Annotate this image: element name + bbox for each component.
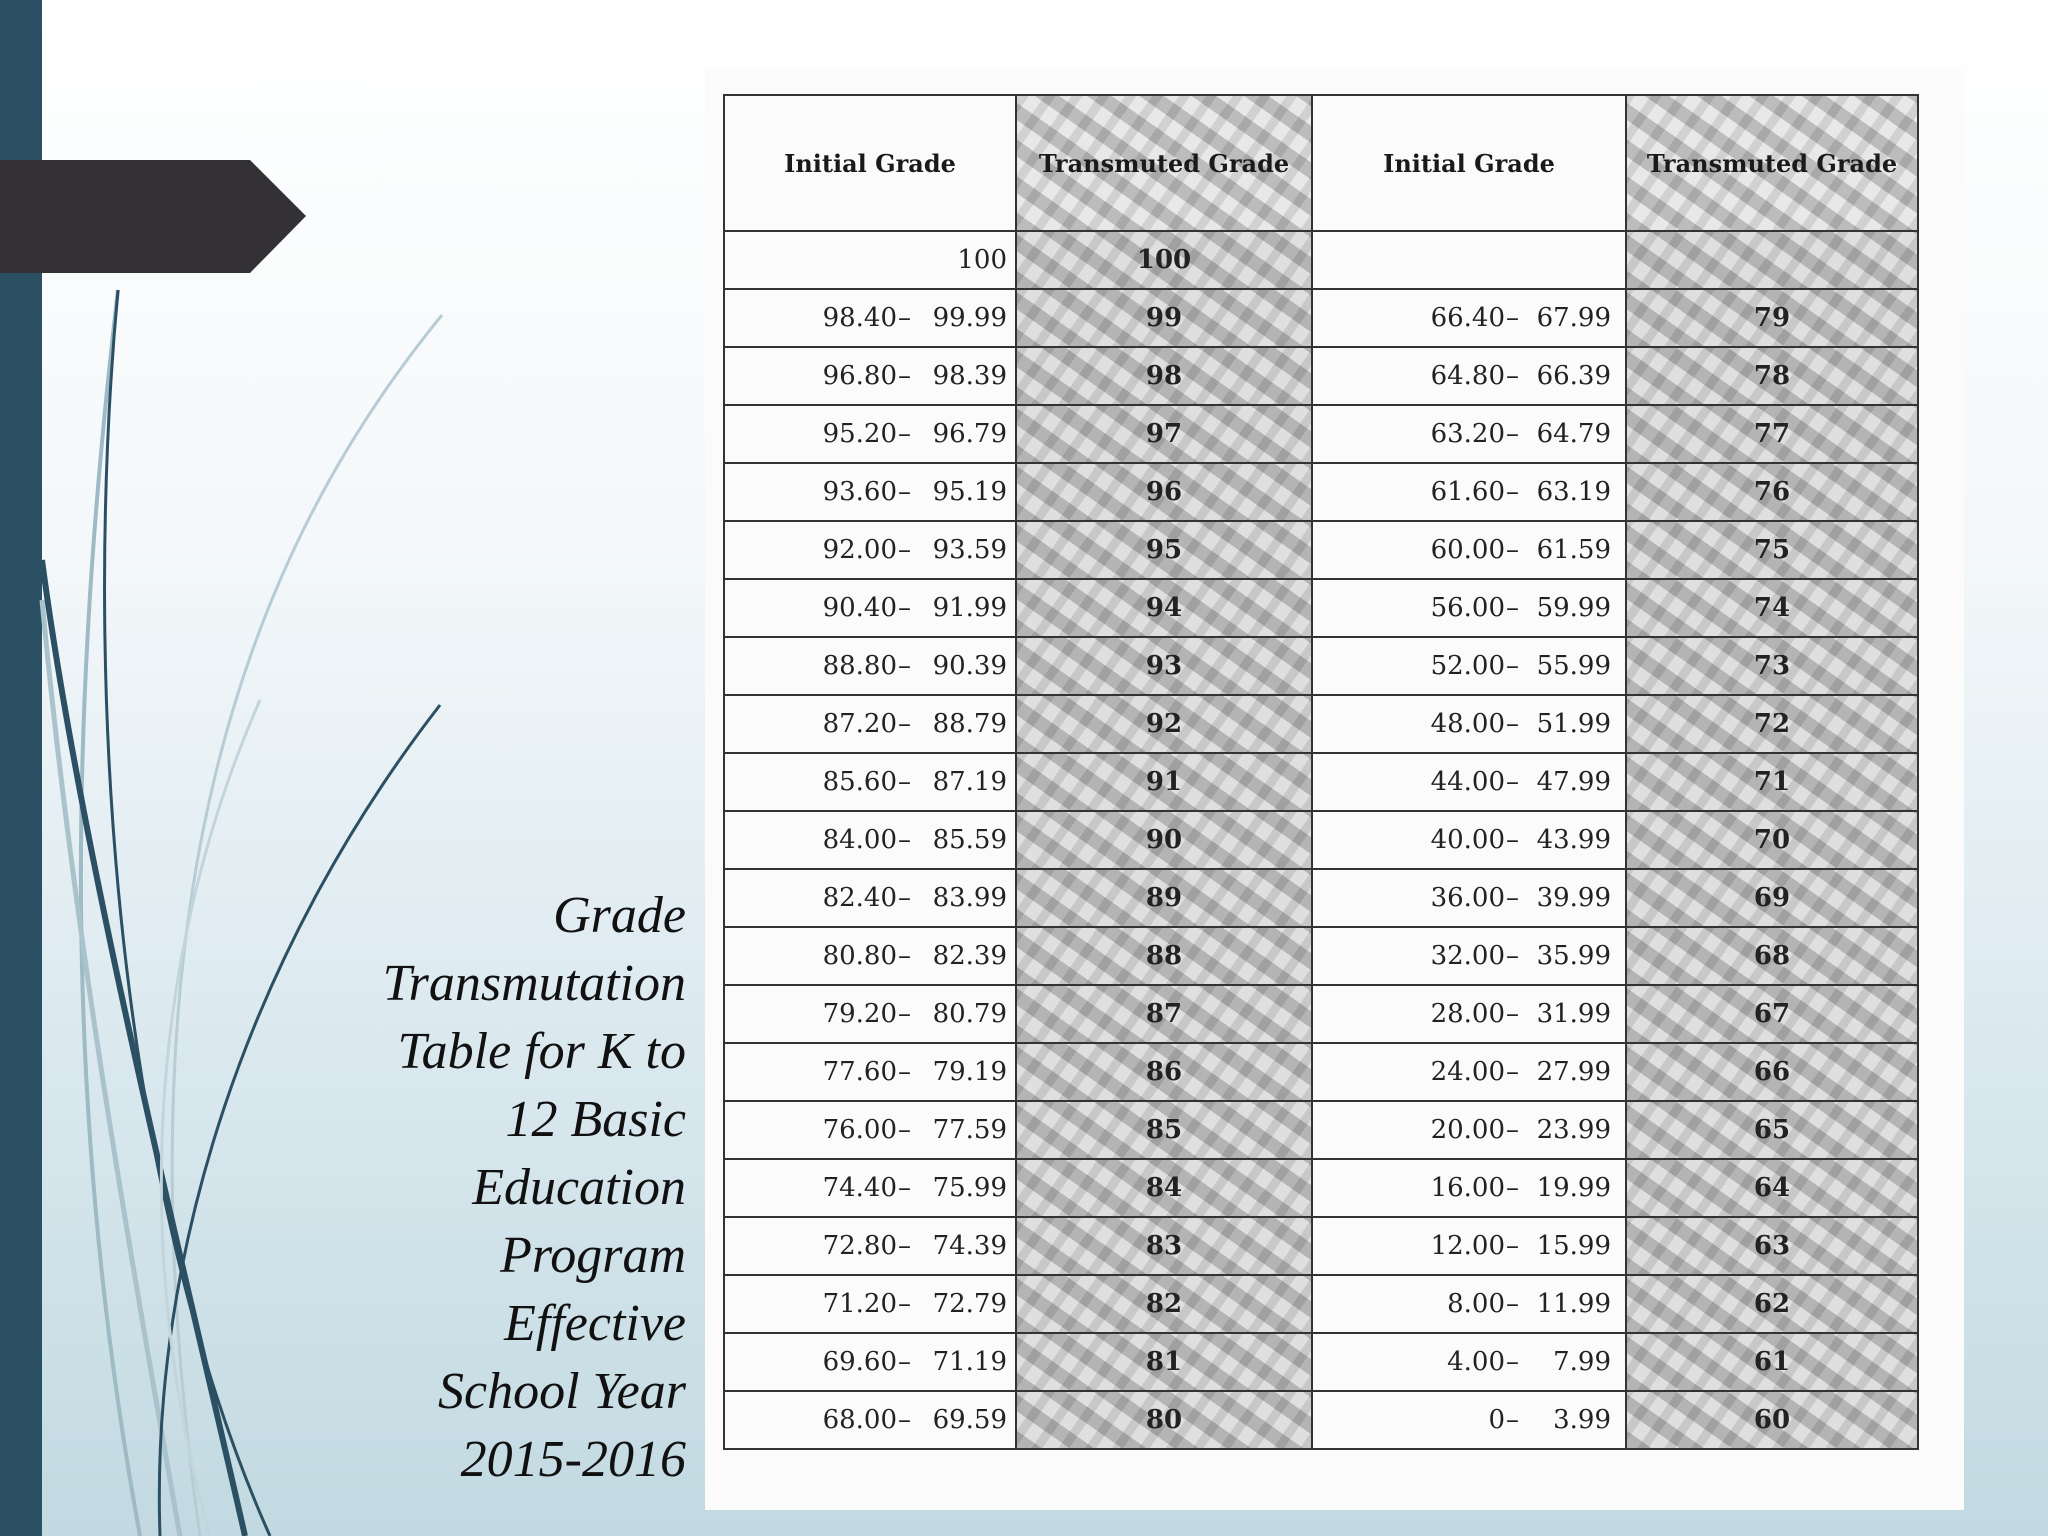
- title-line: 12 Basic: [505, 1091, 686, 1148]
- transmuted-grade-cell: 77: [1626, 405, 1918, 463]
- range-low-value: 12.00: [1430, 1231, 1505, 1261]
- initial-grade-range-cell: [1312, 753, 1626, 811]
- range-low-value: 76.00: [822, 1115, 897, 1145]
- transmuted-grade-cell: 75: [1626, 521, 1918, 579]
- transmuted-grade-cell: 80: [1016, 1391, 1312, 1449]
- transmuted-grade-cell: 100: [1016, 231, 1312, 289]
- range-low-value: 28.00: [1430, 999, 1505, 1029]
- transmuted-grade-cell: 89: [1016, 869, 1312, 927]
- range-low-value: 87.20: [822, 709, 897, 739]
- range-low-value: 8.00: [1447, 1289, 1505, 1319]
- table-row: [724, 1333, 1918, 1391]
- transmuted-grade-cell: 91: [1016, 753, 1312, 811]
- range-dash: –: [898, 1405, 911, 1435]
- transmuted-grade-cell: 85: [1016, 1101, 1312, 1159]
- range-dash: –: [1506, 709, 1519, 739]
- range-high-value: 77.59: [932, 1115, 1007, 1145]
- range-high-value: 15.99: [1536, 1231, 1611, 1261]
- range-low-value: 56.00: [1430, 593, 1505, 623]
- range-low-value: 96.80: [822, 361, 897, 391]
- initial-grade-range-cell: [724, 579, 1016, 637]
- table-row: [724, 753, 1918, 811]
- initial-grade-range-cell: [724, 1217, 1016, 1275]
- range-low-value: 52.00: [1430, 651, 1505, 681]
- table-row: [724, 811, 1918, 869]
- initial-grade-range-cell: [724, 1043, 1016, 1101]
- transmuted-grade-cell: 65: [1626, 1101, 1918, 1159]
- table-row: [724, 405, 1918, 463]
- initial-grade-range-cell: [724, 521, 1016, 579]
- range-low-value: 71.20: [822, 1289, 897, 1319]
- initial-grade-range-cell: [724, 869, 1016, 927]
- transmuted-grade-cell: 76: [1626, 463, 1918, 521]
- initial-grade-range-cell: [1312, 927, 1626, 985]
- transmuted-grade-cell: 60: [1626, 1391, 1918, 1449]
- initial-grade-range-cell: [724, 637, 1016, 695]
- range-high-value: 87.19: [932, 767, 1007, 797]
- range-high-value: 35.99: [1536, 941, 1611, 971]
- range-high-value: 79.19: [932, 1057, 1007, 1087]
- range-low-value: 44.00: [1430, 767, 1505, 797]
- transmuted-grade-cell: 88: [1016, 927, 1312, 985]
- transmuted-grade-cell: 69: [1626, 869, 1918, 927]
- initial-grade-range-cell: [1312, 985, 1626, 1043]
- range-high-value: 75.99: [932, 1173, 1007, 1203]
- range-low-value: 82.40: [822, 883, 897, 913]
- range-dash: –: [898, 767, 911, 797]
- transmuted-grade-cell: 78: [1626, 347, 1918, 405]
- transmuted-grade-cell: 62: [1626, 1275, 1918, 1333]
- transmuted-grade-cell: 93: [1016, 637, 1312, 695]
- range-dash: –: [1506, 1347, 1519, 1377]
- initial-grade-range-cell: [1312, 1217, 1626, 1275]
- initial-grade-range-cell: [1312, 1275, 1626, 1333]
- transmuted-grade-cell: 63: [1626, 1217, 1918, 1275]
- range-dash: –: [1506, 825, 1519, 855]
- table-row: [724, 985, 1918, 1043]
- initial-grade-range-cell: [724, 1391, 1016, 1449]
- initial-grade-value: 100: [957, 245, 1007, 275]
- range-high-value: 90.39: [932, 651, 1007, 681]
- range-dash: –: [1506, 419, 1519, 449]
- range-high-value: 74.39: [932, 1231, 1007, 1261]
- transmuted-grade-cell: 87: [1016, 985, 1312, 1043]
- initial-grade-cell-empty: [1312, 231, 1626, 289]
- range-low-value: 16.00: [1430, 1173, 1505, 1203]
- initial-grade-range-cell: [1312, 811, 1626, 869]
- range-dash: –: [898, 1289, 911, 1319]
- range-dash: –: [898, 651, 911, 681]
- transmuted-grade-cell: 96: [1016, 463, 1312, 521]
- transmuted-grade-cell: 84: [1016, 1159, 1312, 1217]
- initial-grade-range-cell: [724, 1275, 1016, 1333]
- title-line: School Year: [438, 1363, 686, 1420]
- title-line: Transmutation: [382, 955, 686, 1012]
- table-row: [724, 347, 1918, 405]
- range-low-value: 93.60: [822, 477, 897, 507]
- range-low-value: 0: [1488, 1405, 1505, 1435]
- range-dash: –: [1506, 1173, 1519, 1203]
- range-high-value: 63.19: [1536, 477, 1611, 507]
- range-high-value: 7.99: [1553, 1347, 1611, 1377]
- title-line: 2015-2016: [460, 1431, 686, 1488]
- range-high-value: 83.99: [932, 883, 1007, 913]
- initial-grade-range-cell: [1312, 1043, 1626, 1101]
- initial-grade-range-cell: [724, 405, 1016, 463]
- title-line: Program: [500, 1227, 686, 1284]
- range-high-value: 66.39: [1536, 361, 1611, 391]
- range-low-value: 40.00: [1430, 825, 1505, 855]
- title-line: Grade: [553, 887, 686, 944]
- range-low-value: 20.00: [1430, 1115, 1505, 1145]
- range-high-value: 31.99: [1536, 999, 1611, 1029]
- range-dash: –: [1506, 999, 1519, 1029]
- range-dash: –: [1506, 1405, 1519, 1435]
- table-row: [724, 869, 1918, 927]
- transmuted-grade-cell: 94: [1016, 579, 1312, 637]
- range-low-value: 69.60: [822, 1347, 897, 1377]
- range-low-value: 32.00: [1430, 941, 1505, 971]
- range-low-value: 92.00: [822, 535, 897, 565]
- table-row: [724, 521, 1918, 579]
- initial-grade-cell: [724, 231, 1016, 289]
- range-dash: –: [898, 1115, 911, 1145]
- table-row: [724, 927, 1918, 985]
- range-dash: –: [898, 361, 911, 391]
- transmuted-grade-cell: 81: [1016, 1333, 1312, 1391]
- transmuted-grade-cell: 79: [1626, 289, 1918, 347]
- range-high-value: 55.99: [1536, 651, 1611, 681]
- range-low-value: 4.00: [1447, 1347, 1505, 1377]
- initial-grade-range-cell: [724, 289, 1016, 347]
- transmuted-grade-cell: 98: [1016, 347, 1312, 405]
- range-high-value: 71.19: [932, 1347, 1007, 1377]
- transmuted-grade-cell-empty: [1626, 231, 1918, 289]
- range-low-value: 64.80: [1430, 361, 1505, 391]
- transmuted-grade-cell: 83: [1016, 1217, 1312, 1275]
- table-row: [724, 1159, 1918, 1217]
- table-row: [724, 1101, 1918, 1159]
- range-dash: –: [898, 477, 911, 507]
- initial-grade-range-cell: [1312, 637, 1626, 695]
- table-row: [724, 463, 1918, 521]
- range-dash: –: [1506, 941, 1519, 971]
- range-high-value: 64.79: [1536, 419, 1611, 449]
- transmuted-grade-cell: 67: [1626, 985, 1918, 1043]
- table-row: [724, 1217, 1918, 1275]
- range-low-value: 80.80: [822, 941, 897, 971]
- initial-grade-range-cell: [724, 347, 1016, 405]
- range-high-value: 91.99: [932, 593, 1007, 623]
- range-dash: –: [898, 535, 911, 565]
- table-row: [724, 289, 1918, 347]
- transmuted-grade-cell: 73: [1626, 637, 1918, 695]
- range-dash: –: [1506, 1231, 1519, 1261]
- range-dash: –: [1506, 1115, 1519, 1145]
- curve-light-4: [161, 700, 260, 1536]
- header-initial-grade: Initial Grade: [724, 95, 1016, 231]
- transmuted-grade-cell: 99: [1016, 289, 1312, 347]
- range-high-value: 88.79: [932, 709, 1007, 739]
- table-row: [724, 1275, 1918, 1333]
- range-low-value: 63.20: [1430, 419, 1505, 449]
- table-header-row: [724, 95, 1918, 231]
- range-high-value: 82.39: [932, 941, 1007, 971]
- range-low-value: 74.40: [822, 1173, 897, 1203]
- range-high-value: 96.79: [932, 419, 1007, 449]
- range-dash: –: [898, 1057, 911, 1087]
- range-high-value: 85.59: [932, 825, 1007, 855]
- initial-grade-range-cell: [1312, 289, 1626, 347]
- range-dash: –: [1506, 303, 1519, 333]
- range-dash: –: [1506, 767, 1519, 797]
- initial-grade-range-cell: [724, 927, 1016, 985]
- transmutation-table: [723, 94, 1919, 1450]
- range-high-value: 39.99: [1536, 883, 1611, 913]
- range-high-value: 19.99: [1536, 1173, 1611, 1203]
- table-row: [724, 695, 1918, 753]
- curve-light-1: [81, 290, 140, 1536]
- initial-grade-range-cell: [724, 695, 1016, 753]
- range-high-value: 80.79: [932, 999, 1007, 1029]
- range-dash: –: [1506, 361, 1519, 391]
- transmuted-grade-cell: 70: [1626, 811, 1918, 869]
- initial-grade-range-cell: [1312, 1101, 1626, 1159]
- range-high-value: 67.99: [1536, 303, 1611, 333]
- range-low-value: 48.00: [1430, 709, 1505, 739]
- table-row: [724, 231, 1918, 289]
- range-dash: –: [1506, 593, 1519, 623]
- range-low-value: 88.80: [822, 651, 897, 681]
- initial-grade-range-cell: [724, 1101, 1016, 1159]
- range-dash: –: [1506, 1289, 1519, 1319]
- transmuted-grade-cell: 92: [1016, 695, 1312, 753]
- title-line: Education: [472, 1159, 686, 1216]
- transmuted-grade-cell: 72: [1626, 695, 1918, 753]
- range-high-value: 11.99: [1536, 1289, 1611, 1319]
- initial-grade-range-cell: [1312, 695, 1626, 753]
- range-high-value: 27.99: [1536, 1057, 1611, 1087]
- range-low-value: 60.00: [1430, 535, 1505, 565]
- initial-grade-range-cell: [1312, 1159, 1626, 1217]
- transmuted-grade-cell: 68: [1626, 927, 1918, 985]
- initial-grade-range-cell: [1312, 521, 1626, 579]
- curve-dark-2: [105, 290, 270, 1536]
- range-dash: –: [898, 825, 911, 855]
- initial-grade-range-cell: [724, 1159, 1016, 1217]
- range-high-value: 95.19: [932, 477, 1007, 507]
- table-row: [724, 1043, 1918, 1101]
- initial-grade-range-cell: [724, 811, 1016, 869]
- range-dash: –: [1506, 477, 1519, 507]
- initial-grade-range-cell: [724, 753, 1016, 811]
- range-dash: –: [898, 1173, 911, 1203]
- range-dash: –: [1506, 651, 1519, 681]
- range-low-value: 77.60: [822, 1057, 897, 1087]
- transmuted-grade-cell: 82: [1016, 1275, 1312, 1333]
- range-low-value: 95.20: [822, 419, 897, 449]
- range-low-value: 79.20: [822, 999, 897, 1029]
- transmuted-grade-cell: 71: [1626, 753, 1918, 811]
- range-dash: –: [1506, 535, 1519, 565]
- slide-title: [300, 882, 686, 1494]
- transmuted-grade-cell: 61: [1626, 1333, 1918, 1391]
- range-high-value: 61.59: [1536, 535, 1611, 565]
- range-dash: –: [898, 1231, 911, 1261]
- range-low-value: 98.40: [822, 303, 897, 333]
- range-low-value: 90.40: [822, 593, 897, 623]
- range-dash: –: [1506, 883, 1519, 913]
- transmuted-grade-cell: 74: [1626, 579, 1918, 637]
- initial-grade-range-cell: [1312, 405, 1626, 463]
- transmuted-grade-cell: 97: [1016, 405, 1312, 463]
- transmuted-grade-cell: 64: [1626, 1159, 1918, 1217]
- title-line: Effective: [504, 1295, 686, 1352]
- table-body: [724, 231, 1918, 1449]
- range-dash: –: [898, 709, 911, 739]
- range-dash: –: [898, 1347, 911, 1377]
- table-row: [724, 579, 1918, 637]
- range-dash: –: [898, 999, 911, 1029]
- range-high-value: 98.39: [932, 361, 1007, 391]
- range-high-value: 3.99: [1553, 1405, 1611, 1435]
- transmuted-grade-cell: 90: [1016, 811, 1312, 869]
- range-high-value: 72.79: [932, 1289, 1007, 1319]
- range-dash: –: [898, 593, 911, 623]
- table-row: [724, 637, 1918, 695]
- range-dash: –: [898, 419, 911, 449]
- initial-grade-range-cell: [1312, 463, 1626, 521]
- title-line: Table for K to: [397, 1023, 686, 1080]
- range-low-value: 66.40: [1430, 303, 1505, 333]
- curve-light-3: [42, 600, 180, 1536]
- range-low-value: 72.80: [822, 1231, 897, 1261]
- range-dash: –: [1506, 1057, 1519, 1087]
- table-image: [705, 70, 1964, 1510]
- header-initial-grade: Initial Grade: [1312, 95, 1626, 231]
- range-high-value: 51.99: [1536, 709, 1611, 739]
- initial-grade-range-cell: [1312, 579, 1626, 637]
- range-dash: –: [898, 883, 911, 913]
- range-low-value: 68.00: [822, 1405, 897, 1435]
- range-dash: –: [898, 303, 911, 333]
- range-low-value: 36.00: [1430, 883, 1505, 913]
- range-low-value: 24.00: [1430, 1057, 1505, 1087]
- initial-grade-range-cell: [1312, 1391, 1626, 1449]
- range-high-value: 23.99: [1536, 1115, 1611, 1145]
- range-low-value: 85.60: [822, 767, 897, 797]
- range-high-value: 47.99: [1536, 767, 1611, 797]
- range-high-value: 99.99: [932, 303, 1007, 333]
- table-row: [724, 1391, 1918, 1449]
- initial-grade-range-cell: [724, 463, 1016, 521]
- transmuted-grade-cell: 66: [1626, 1043, 1918, 1101]
- range-high-value: 93.59: [932, 535, 1007, 565]
- transmuted-grade-cell: 95: [1016, 521, 1312, 579]
- initial-grade-range-cell: [1312, 347, 1626, 405]
- initial-grade-range-cell: [1312, 869, 1626, 927]
- initial-grade-range-cell: [724, 985, 1016, 1043]
- transmuted-grade-cell: 86: [1016, 1043, 1312, 1101]
- initial-grade-range-cell: [1312, 1333, 1626, 1391]
- range-high-value: 69.59: [932, 1405, 1007, 1435]
- header-transmuted-grade: Transmuted Grade: [1016, 95, 1312, 231]
- range-dash: –: [898, 941, 911, 971]
- range-low-value: 61.60: [1430, 477, 1505, 507]
- range-high-value: 59.99: [1536, 593, 1611, 623]
- header-transmuted-grade: Transmuted Grade: [1626, 95, 1918, 231]
- range-low-value: 84.00: [822, 825, 897, 855]
- arrow-tab-decoration: [0, 160, 306, 273]
- initial-grade-range-cell: [724, 1333, 1016, 1391]
- range-high-value: 43.99: [1536, 825, 1611, 855]
